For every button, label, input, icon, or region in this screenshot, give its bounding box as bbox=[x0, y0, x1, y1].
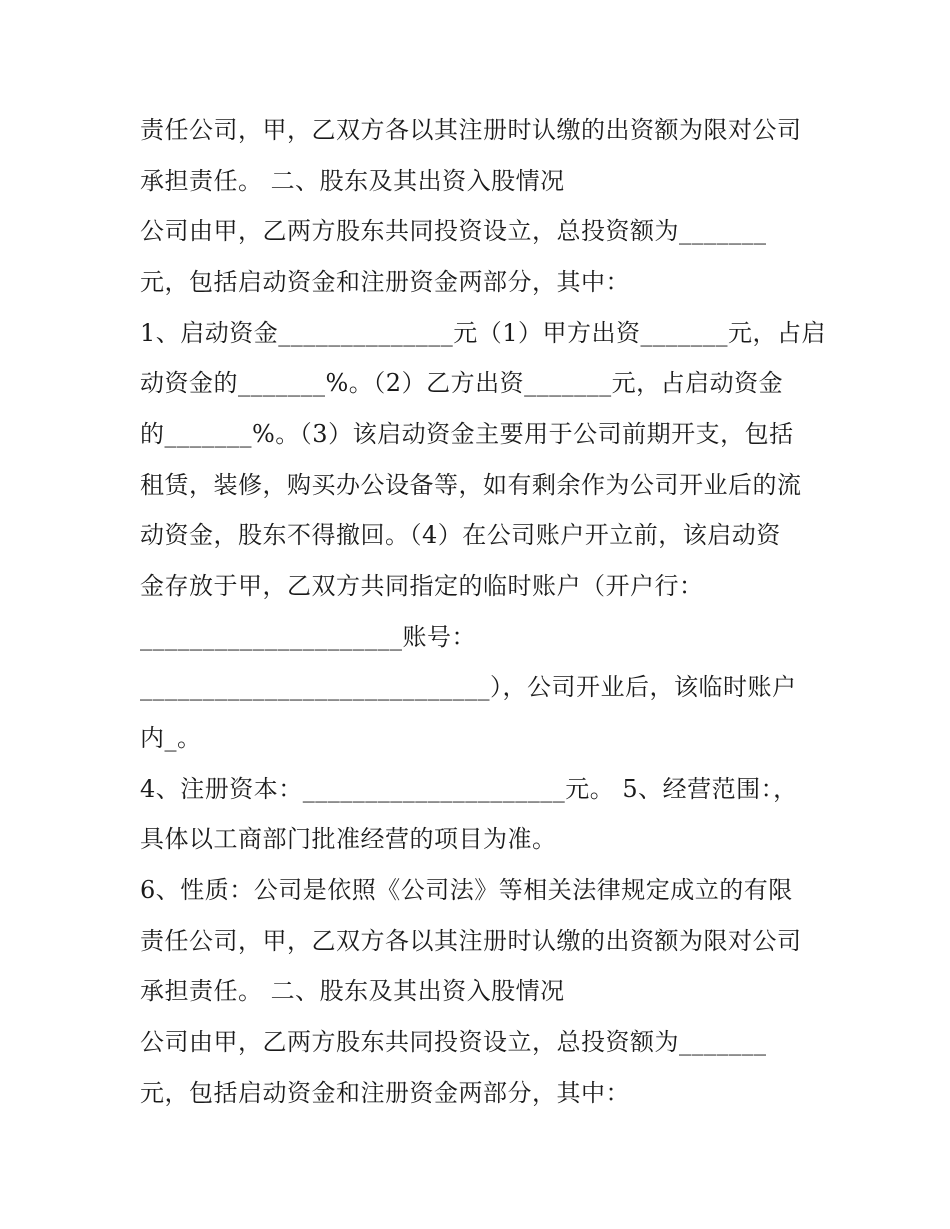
text-line-17: 责任公司，甲，乙双方各以其注册时认缴的出资额为限对公司 bbox=[140, 927, 802, 955]
text-line-11: _____________________账号： bbox=[140, 623, 476, 651]
text-line-1: 责任公司，甲，乙双方各以其注册时认缴的出资额为限对公司 bbox=[140, 116, 802, 144]
text-line-20: 元，包括启动资金和注册资金两部分，其中： bbox=[140, 1079, 630, 1107]
text-line-16: 6、性质：公司是依照《公司法》等相关法律规定成立的有限 bbox=[140, 876, 793, 904]
text-line-15: 具体以工商部门批准经营的项目为准。 bbox=[140, 825, 557, 853]
text-line-7: 的_______%。（3）该启动资金主要用于公司前期开支，包括 bbox=[140, 420, 794, 448]
text-line-3: 公司由甲，乙两方股东共同投资设立，总投资额为_______ bbox=[140, 217, 767, 245]
text-line-8: 租赁，装修，购买办公设备等，如有剩余作为公司开业后的流 bbox=[140, 471, 802, 499]
text-line-14: 4、注册资本：_____________________元。 5、经营范围：， bbox=[140, 775, 798, 803]
text-line-18: 承担责任。 二、股东及其出资入股情况 bbox=[140, 977, 565, 1005]
text-line-6: 动资金的_______%。（2）乙方出资_______元，占启动资金 bbox=[140, 369, 784, 397]
text-line-13: 内_。 bbox=[140, 724, 202, 752]
text-line-4: 元，包括启动资金和注册资金两部分，其中： bbox=[140, 268, 630, 296]
text-line-10: 金存放于甲，乙双方共同指定的临时账户（开户行： bbox=[140, 572, 704, 600]
text-line-5: 1、启动资金______________元（1）甲方出资_______元，占启 bbox=[140, 319, 827, 347]
text-line-12: ____________________________），公司开业后，该临时账户 bbox=[140, 673, 797, 701]
text-line-19: 公司由甲，乙两方股东共同投资设立，总投资额为_______ bbox=[140, 1028, 767, 1056]
text-line-9: 动资金，股东不得撤回。（4）在公司账户开立前，该启动资 bbox=[140, 521, 781, 549]
text-line-2: 承担责任。 二、股东及其出资入股情况 bbox=[140, 167, 565, 195]
